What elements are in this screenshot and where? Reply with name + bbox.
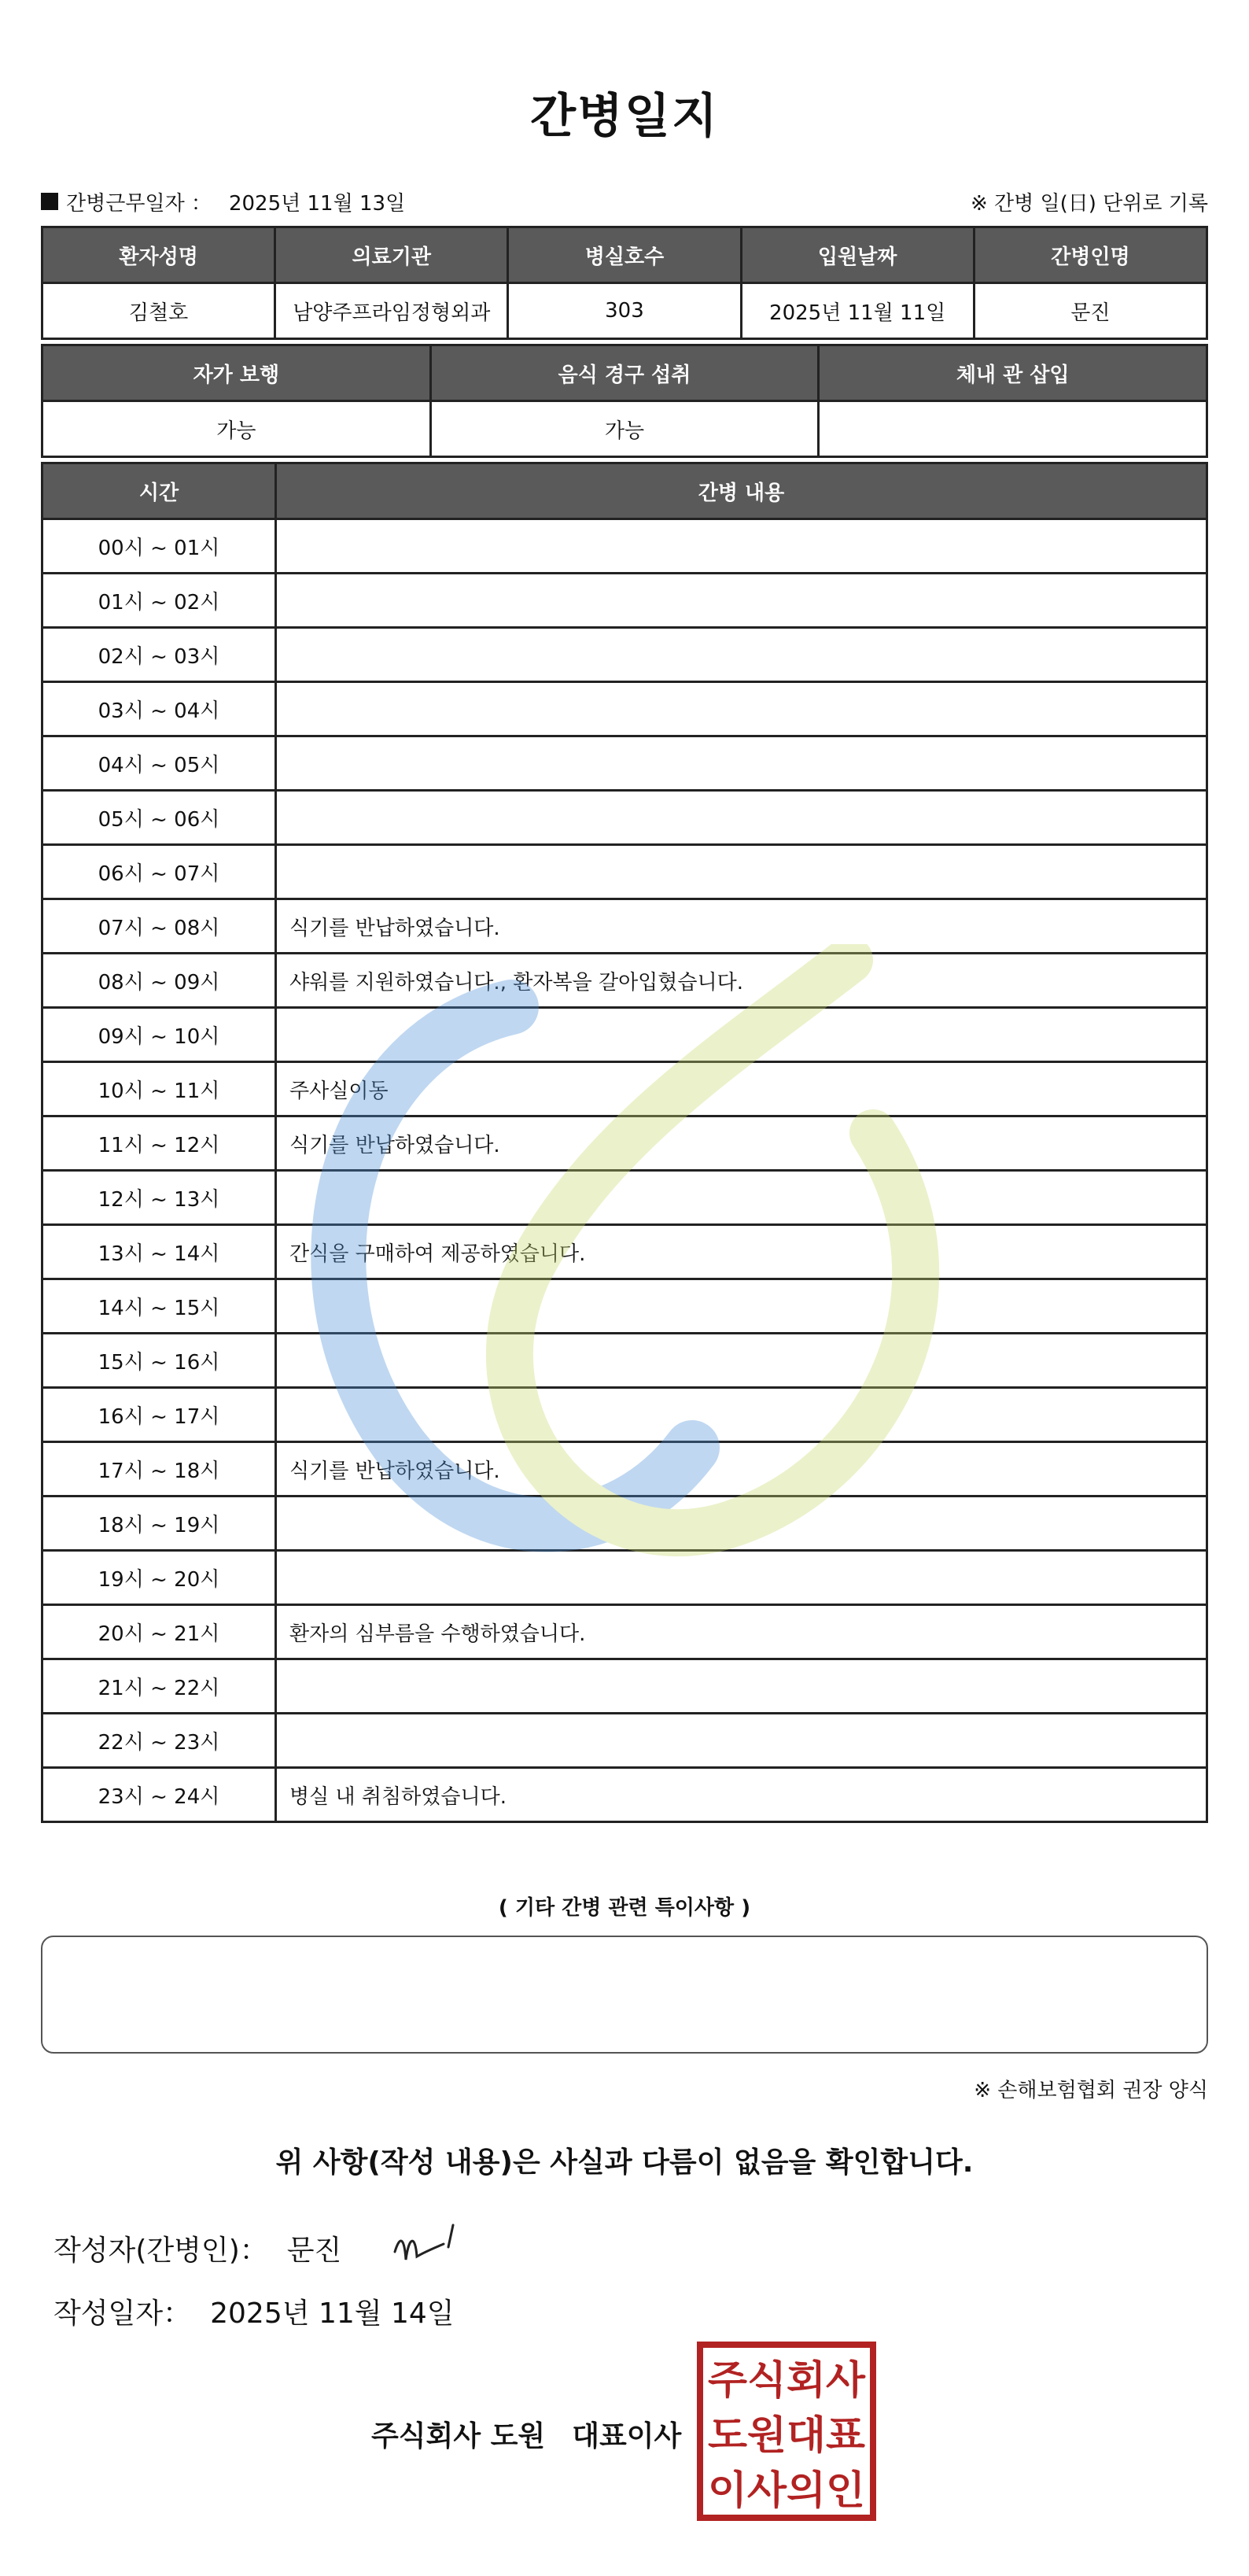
log-time-cell: 14시 ~ 15시 [42,1279,276,1334]
log-row [42,1388,1207,1442]
company-seal-icon [697,2342,876,2521]
patient-status-table [41,344,1208,458]
tube-insertion-header: 체내 관 삽입 [819,345,1207,401]
log-time-cell: 20시 ~ 21시 [42,1605,276,1659]
log-time-cell: 17시 ~ 18시 [42,1442,276,1497]
log-header-row [42,463,1207,519]
log-row [42,1116,1207,1171]
log-time-cell: 07시 ~ 08시 [42,899,276,954]
log-row [42,519,1207,574]
log-row [42,1551,1207,1605]
log-row [42,1171,1207,1225]
log-time-cell: 23시 ~ 24시 [42,1768,276,1822]
special-notes-box[interactable] [41,1936,1208,2054]
log-row [42,736,1207,791]
log-time-cell: 06시 ~ 07시 [42,845,276,899]
writer-name: 문진 [286,2234,342,2267]
log-time-cell: 00시 ~ 01시 [42,519,276,574]
self-walking-header: 자가 보행 [42,345,431,401]
log-content-cell[interactable] [276,1279,1207,1334]
page-title: 간병일지 [530,89,719,144]
oral-intake-value: 가능 [430,401,819,457]
log-row [42,1605,1207,1659]
written-date-label: 작성일자： [53,2297,192,2330]
log-time-cell: 10시 ~ 11시 [42,1062,276,1116]
log-content-cell[interactable]: 병실 내 취침하였습니다. [276,1768,1207,1822]
admission-date-header: 입원날짜 [741,227,974,283]
log-content-cell[interactable] [276,1171,1207,1225]
company-name: 주식회사 도원 [371,2420,546,2452]
seal-text-line: 이사의인 [708,2467,865,2513]
log-row [42,628,1207,682]
hospital-header: 의료기관 [275,227,508,283]
writer-label: 작성자(간병인)： [53,2234,268,2267]
log-content-cell[interactable] [276,1388,1207,1442]
log-time-cell: 02시 ~ 03시 [42,628,276,682]
caregiver-name-header: 간병인명 [974,227,1207,283]
log-row [42,1008,1207,1062]
caregiver-name-value: 문진 [974,283,1207,339]
log-content-cell[interactable]: 샤워를 지원하였습니다., 환자복을 갈아입혔습니다. [276,954,1207,1008]
form-source-note: ※ 손해보험협회 권장 양식 [974,2079,1208,2102]
oral-intake-header: 음식 경구 섭취 [430,345,819,401]
log-row [42,1062,1207,1116]
log-time-cell: 08시 ~ 09시 [42,954,276,1008]
log-time-cell: 22시 ~ 23시 [42,1714,276,1768]
company-role: 대표이사 [572,2420,682,2452]
log-row [42,1442,1207,1497]
log-content-cell[interactable] [276,1334,1207,1388]
log-content-cell[interactable] [276,736,1207,791]
care-content-header: 간병 내용 [276,463,1207,519]
seal-text-line: 도원대표 [708,2412,866,2458]
log-time-cell: 05시 ~ 06시 [42,791,276,845]
log-row [42,1768,1207,1822]
tube-insertion-value [819,401,1207,457]
written-date-row [53,2291,455,2331]
signature-icon [389,2220,475,2275]
special-notes-title: ( 기타 간병 관련 특이사항 ) [498,1896,751,1920]
log-row [42,1279,1207,1334]
log-content-cell[interactable]: 환자의 심부름을 수행하였습니다. [276,1605,1207,1659]
log-time-cell: 12시 ~ 13시 [42,1171,276,1225]
record-unit-note: ※ 간병 일(日) 단위로 기록 [970,191,1208,216]
log-time-cell: 15시 ~ 16시 [42,1334,276,1388]
log-time-cell: 16시 ~ 17시 [42,1388,276,1442]
company-signature-line [371,2414,681,2454]
log-time-cell: 04시 ~ 05시 [42,736,276,791]
room-number-header: 병실호수 [508,227,741,283]
log-time-cell: 09시 ~ 10시 [42,1008,276,1062]
work-date-value: 2025년 11월 13일 [228,191,406,216]
patient-info-table [41,226,1208,340]
admission-date-value: 2025년 11월 11일 [741,283,974,339]
patient-status-value-row [42,401,1207,457]
log-time-cell: 21시 ~ 22시 [42,1659,276,1714]
log-content-cell[interactable] [276,1497,1207,1551]
log-content-cell[interactable] [276,519,1207,574]
room-number-value: 303 [508,283,741,339]
self-walking-value: 가능 [42,401,431,457]
log-body [42,519,1207,1822]
log-content-cell[interactable] [276,682,1207,736]
log-row [42,791,1207,845]
writer-row [53,2220,475,2275]
log-content-cell[interactable] [276,628,1207,682]
patient-name-value: 김철호 [42,283,275,339]
work-date-label: 간병근무일자 ： [66,191,212,216]
log-content-cell[interactable] [276,791,1207,845]
log-content-cell[interactable]: 주사실이동 [276,1062,1207,1116]
log-time-cell: 18시 ~ 19시 [42,1497,276,1551]
log-content-cell[interactable] [276,1551,1207,1605]
patient-info-value-row [42,283,1207,339]
log-row [42,845,1207,899]
log-row [42,1497,1207,1551]
square-bullet-icon [41,193,58,210]
log-content-cell[interactable] [276,845,1207,899]
log-content-cell[interactable] [276,1714,1207,1768]
log-time-cell: 11시 ~ 12시 [42,1116,276,1171]
work-date-line [41,186,1208,217]
log-row [42,1714,1207,1768]
log-row [42,1334,1207,1388]
log-row [42,1225,1207,1279]
log-row [42,1659,1207,1714]
hospital-value: 남양주프라임정형외과 [275,283,508,339]
log-content-cell[interactable]: 식기를 반납하였습니다. [276,1116,1207,1171]
written-date-value: 2025년 11월 14일 [210,2297,455,2330]
log-content-cell[interactable]: 간식을 구매하여 제공하였습니다. [276,1225,1207,1279]
log-content-cell[interactable] [276,574,1207,628]
log-content-cell[interactable]: 식기를 반납하였습니다. [276,1442,1207,1497]
log-time-cell: 13시 ~ 14시 [42,1225,276,1279]
seal-text-line: 주식회사 [708,2357,866,2403]
log-time-cell: 01시 ~ 02시 [42,574,276,628]
patient-status-header-row [42,345,1207,401]
log-row [42,954,1207,1008]
log-row [42,682,1207,736]
confirmation-statement: 위 사항(작성 내용)은 사실과 다름이 없음을 확인합니다. [275,2146,974,2179]
log-content-cell[interactable] [276,1659,1207,1714]
log-time-cell: 03시 ~ 04시 [42,682,276,736]
log-row [42,899,1207,954]
hourly-care-log-table [41,462,1208,1823]
log-row [42,574,1207,628]
patient-info-header-row [42,227,1207,283]
log-content-cell[interactable] [276,1008,1207,1062]
patient-name-header: 환자성명 [42,227,275,283]
time-header: 시간 [42,463,276,519]
log-content-cell[interactable]: 식기를 반납하였습니다. [276,899,1207,954]
log-time-cell: 19시 ~ 20시 [42,1551,276,1605]
